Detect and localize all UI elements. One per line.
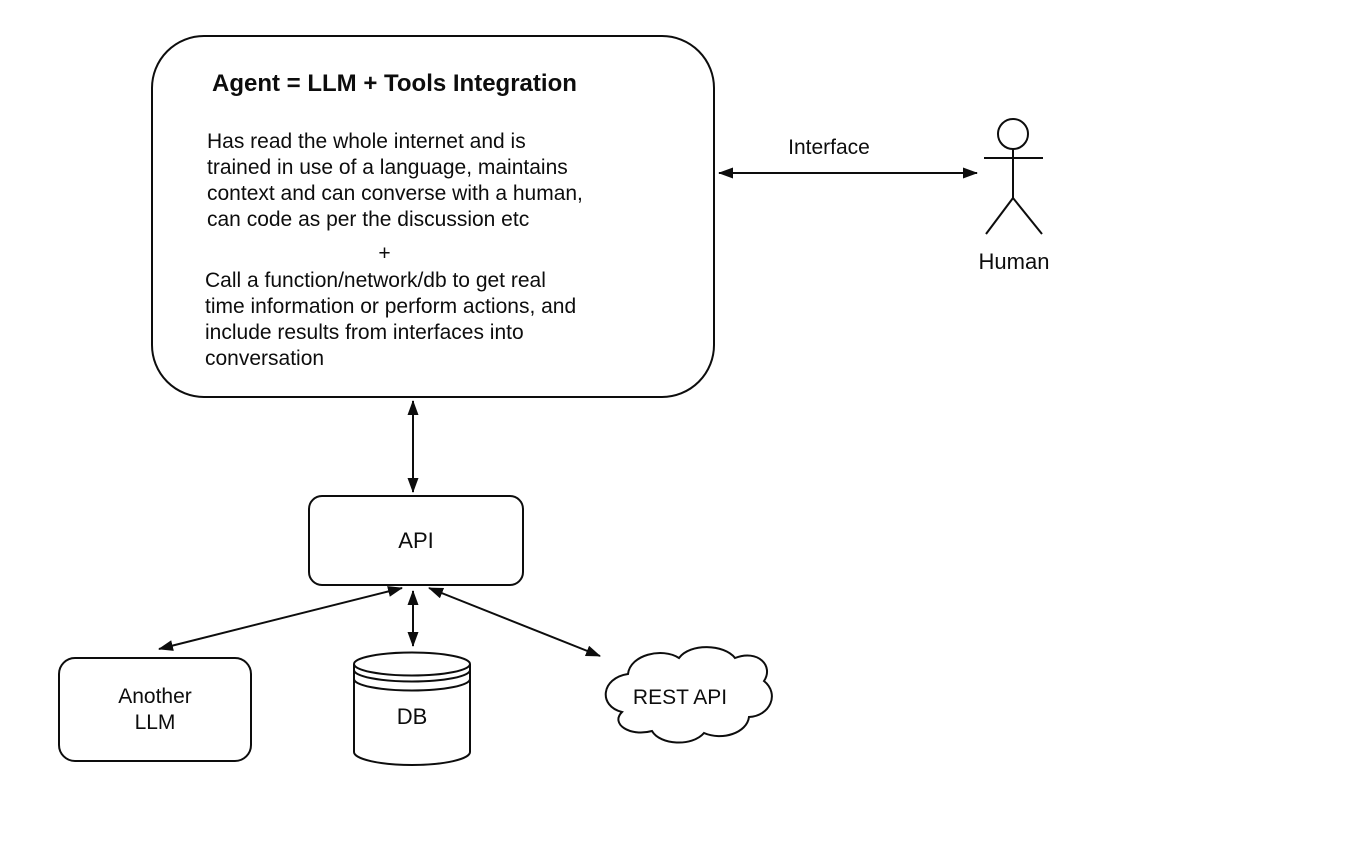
db-cylinder-top <box>354 653 470 676</box>
agent-desc2-line-2: time information or perform actions, and <box>205 295 577 318</box>
agent-desc1-line-3: context and can converse with a human, <box>207 182 583 205</box>
agent-desc2-line-1: Call a function/network/db to get real <box>205 269 546 292</box>
agent-desc1-line-4: can code as per the discussion etc <box>207 208 530 231</box>
agent-desc1-line-2: trained in use of a language, maintains <box>207 156 568 179</box>
human-figure <box>984 119 1043 234</box>
rest-api-cloud-label: REST API <box>632 686 728 709</box>
agent-box-title: Agent = LLM + Tools Integration <box>212 70 577 97</box>
agent-desc2-line-4: conversation <box>205 347 325 370</box>
agent-plus-sign: + <box>378 242 391 265</box>
interface-arrow-label: Interface <box>788 136 870 159</box>
agent-description-2 <box>205 268 576 372</box>
agent-description-1 <box>207 129 583 233</box>
another-llm-line-2: LLM <box>134 710 176 734</box>
human-left-leg <box>986 198 1013 234</box>
human-head <box>998 119 1028 149</box>
api-another-llm-arrow <box>159 588 402 649</box>
another-llm-box-label <box>59 658 251 761</box>
agent-desc1-line-1: Has read the whole internet and is <box>207 130 526 153</box>
db-cylinder-label: DB <box>396 704 428 729</box>
another-llm-line-1: Another <box>118 684 192 708</box>
human-label: Human <box>978 249 1050 274</box>
agent-desc2-line-3: include results from interfaces into <box>205 321 524 344</box>
api-box-label: API <box>398 527 434 553</box>
api-rest-arrow <box>429 588 600 656</box>
human-right-leg <box>1013 198 1042 234</box>
